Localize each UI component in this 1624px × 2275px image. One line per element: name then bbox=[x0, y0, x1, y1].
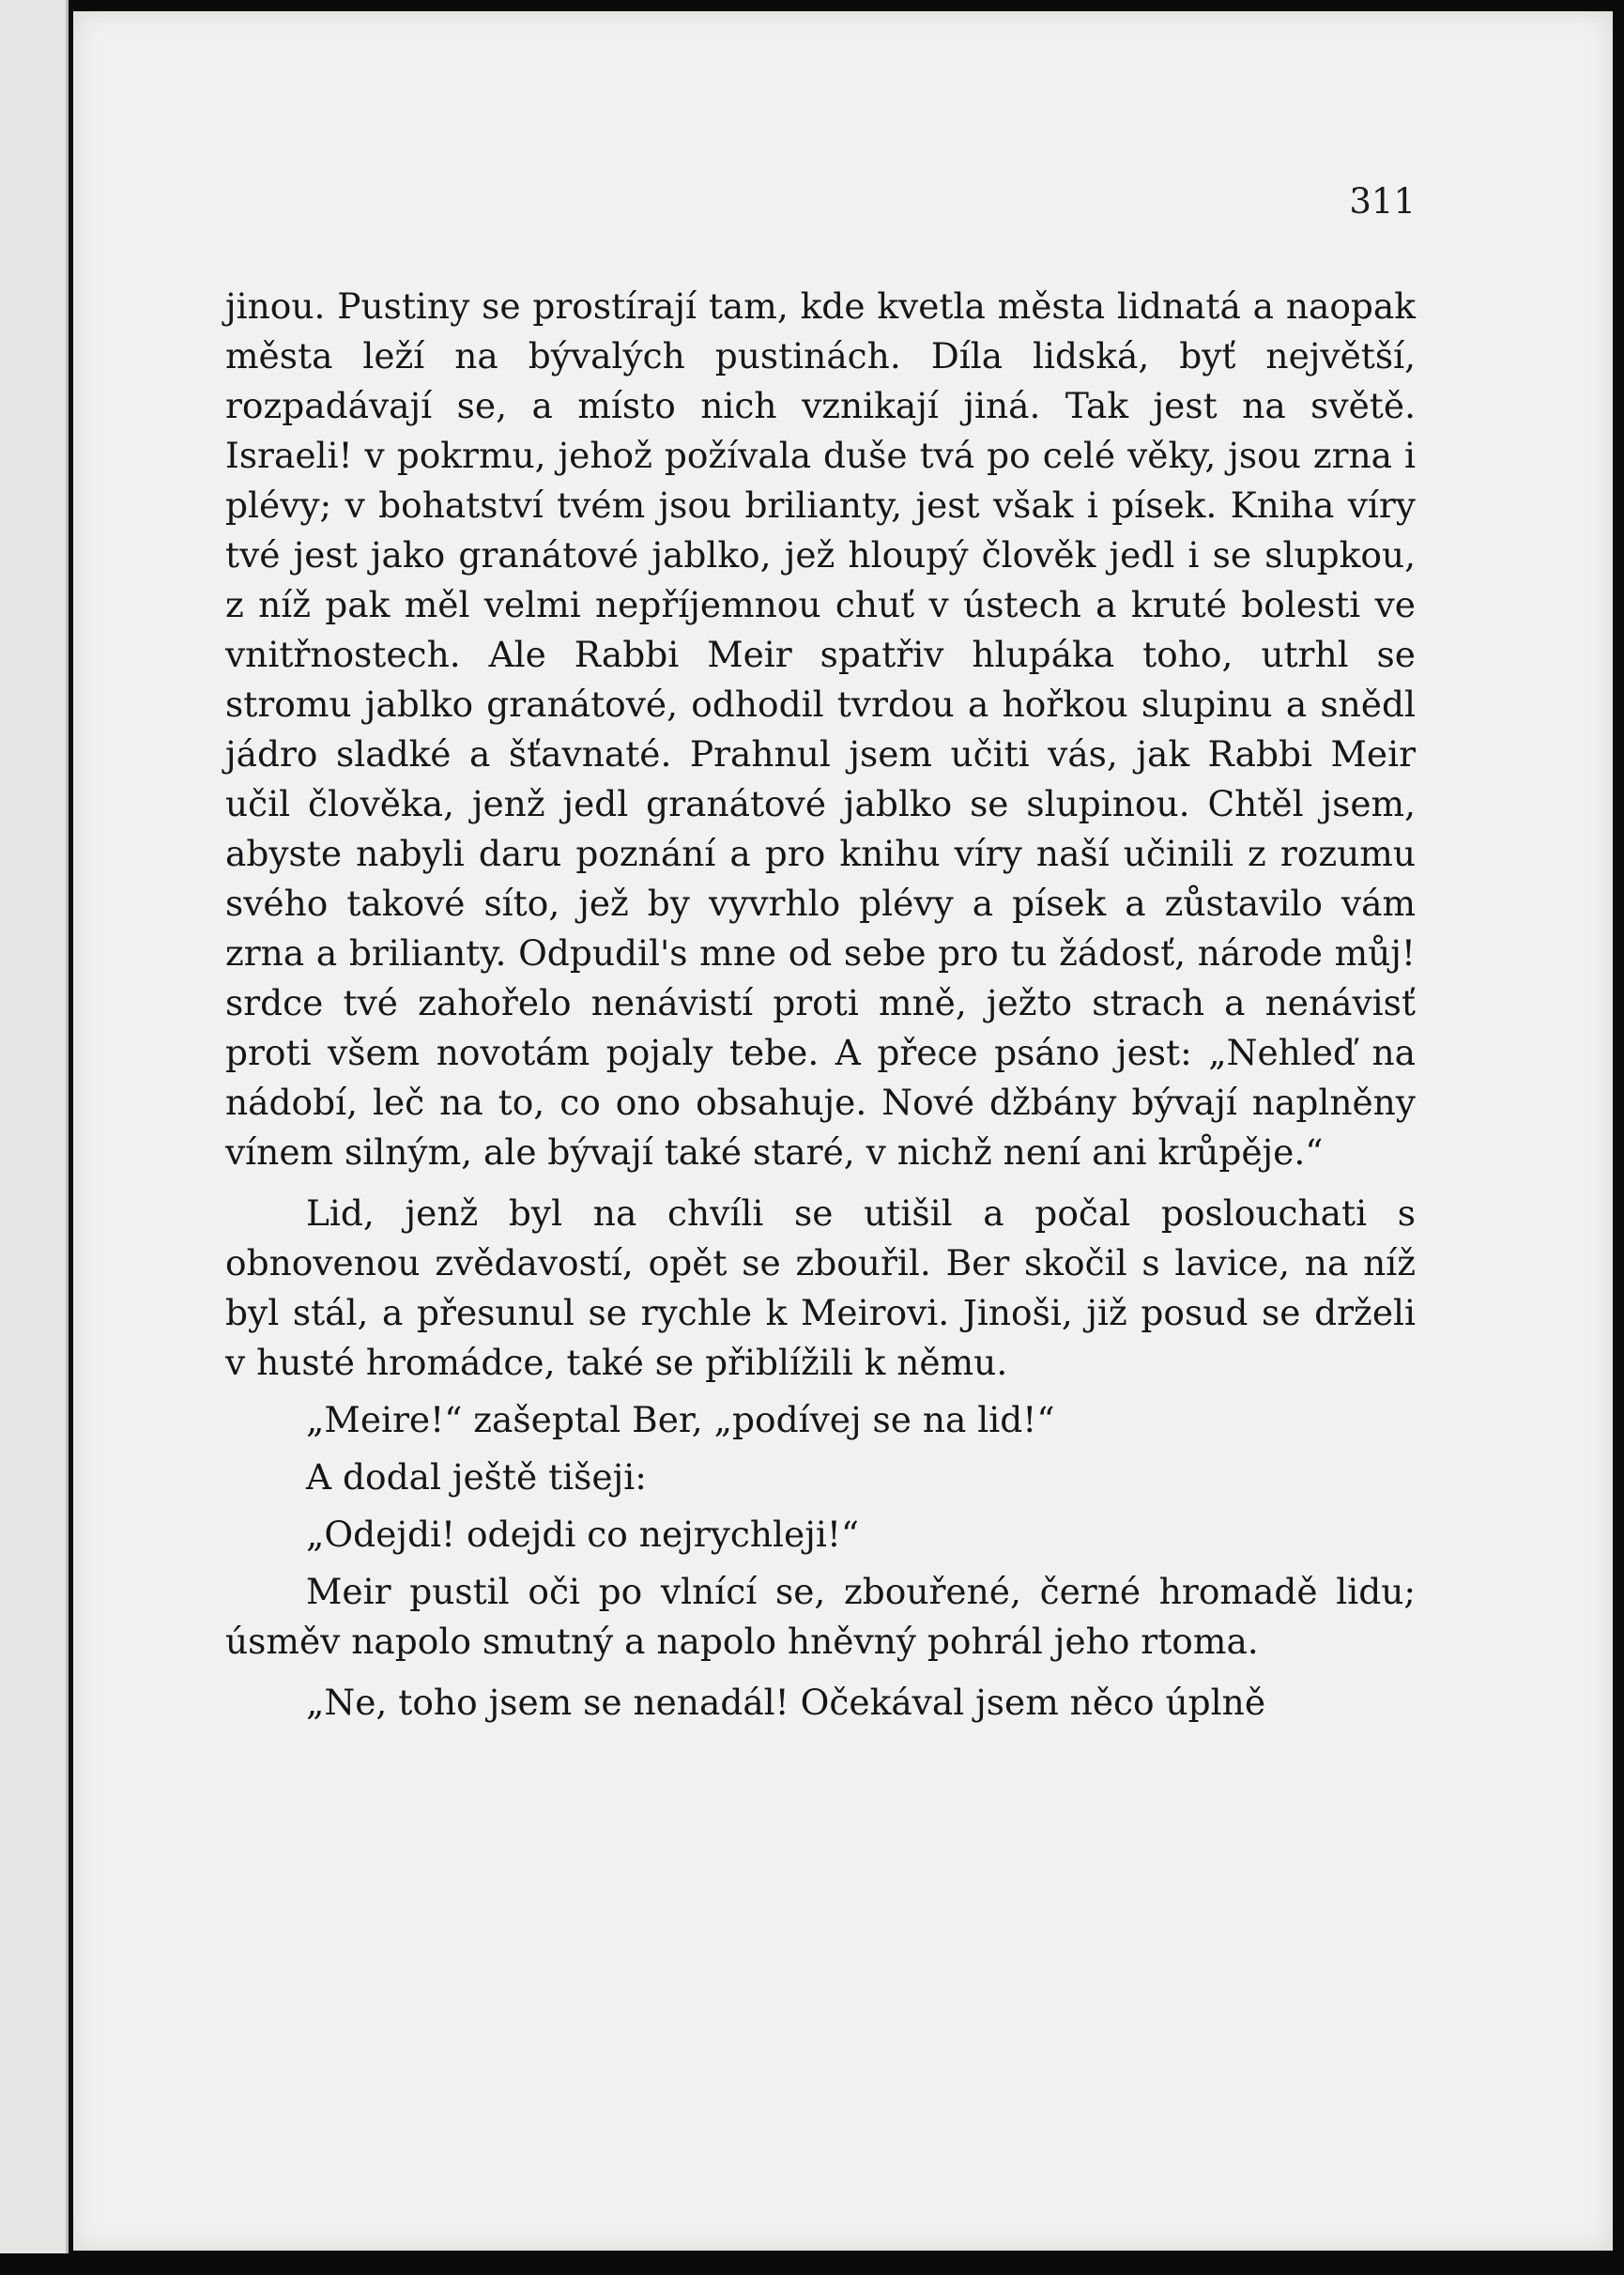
paragraph-5: „Odejdi! odejdi co nejrychleji!“ bbox=[306, 1514, 860, 1555]
page-number: 311 bbox=[1349, 181, 1416, 222]
paragraph-2: Lid, jenž byl na chvíli se utišil a počal poslouchati s obnovenou zvědavostí, opět se zbouřil. Ber skočil s lavice, na níž byl stál, a přesunul se rychle k Meirovi. Jinoši, již posud se drželi v husté hromádce, také se přiblížili k němu. bbox=[225, 1192, 1416, 1383]
body-text bbox=[225, 282, 1416, 1728]
paragraph-3: „Meire!“ zašeptal Ber, „podívej se na lid!“ bbox=[306, 1399, 1055, 1440]
previous-page-edge bbox=[0, 0, 69, 2253]
paragraph-1: jinou. Pustiny se prostírají tam, kde kvetla města lidnatá a naopak města leží na bývalých pustinách. Díla lidská, byť největší, rozpadávají se, a místo nich vznikají jiná. Tak jest na světě. Israeli! v pokrmu, jehož požívala duše tvá po celé věky, jsou zrna i plévy; v bohatství tvém jsou brilianty, jest však i písek. Kniha víry tvé jest jako granátové jablko, jež hloupý člověk jedl i se slupkou, z níž pak měl velmi nepříjemnou chuť v ústech a kruté bolesti ve vnitřnostech. Ale Rabbi Meir spatřiv hlupáka toho, utrhl se stromu jablko granátové, odhodil tvrdou a hořkou slupinu a snědl jádro sladké a šťavnaté. Prahnul jsem učiti vás, jak Rabbi Meir učil člověka, jenž jedl granátové jablko se slupinou. Chtěl jsem, abyste nabyli daru poznání a pro knihu víry naší učinili z rozumu svého takové síto, jež by vyvrhlo plévy a písek a zůstavilo vám zrna a brilianty. Odpudil's mne od sebe pro tu žádosť, národe můj! srdce tvé zahořelo nenávistí proti mně, ježto strach a nenávisť proti všem novotám pojaly tebe. A přece psáno jest: „Nehleď na nádobí, leč na to, co ono obsahuje. Nové džbány bývají naplněny vínem silným, ale bývají také staré, v nichž není ani krůpěje.“ bbox=[225, 285, 1416, 1173]
paragraph-4: A dodal ještě tišeji: bbox=[306, 1456, 647, 1498]
paragraph-6: Meir pustil oči po vlnící se, zbouřené, černé hromadě lidu; úsměv napolo smutný a napolo hněvný pohrál jeho rtoma. bbox=[225, 1571, 1416, 1662]
paragraph-7: „Ne, toho jsem se nenadál! Očekával jsem něco úplně bbox=[306, 1682, 1266, 1723]
